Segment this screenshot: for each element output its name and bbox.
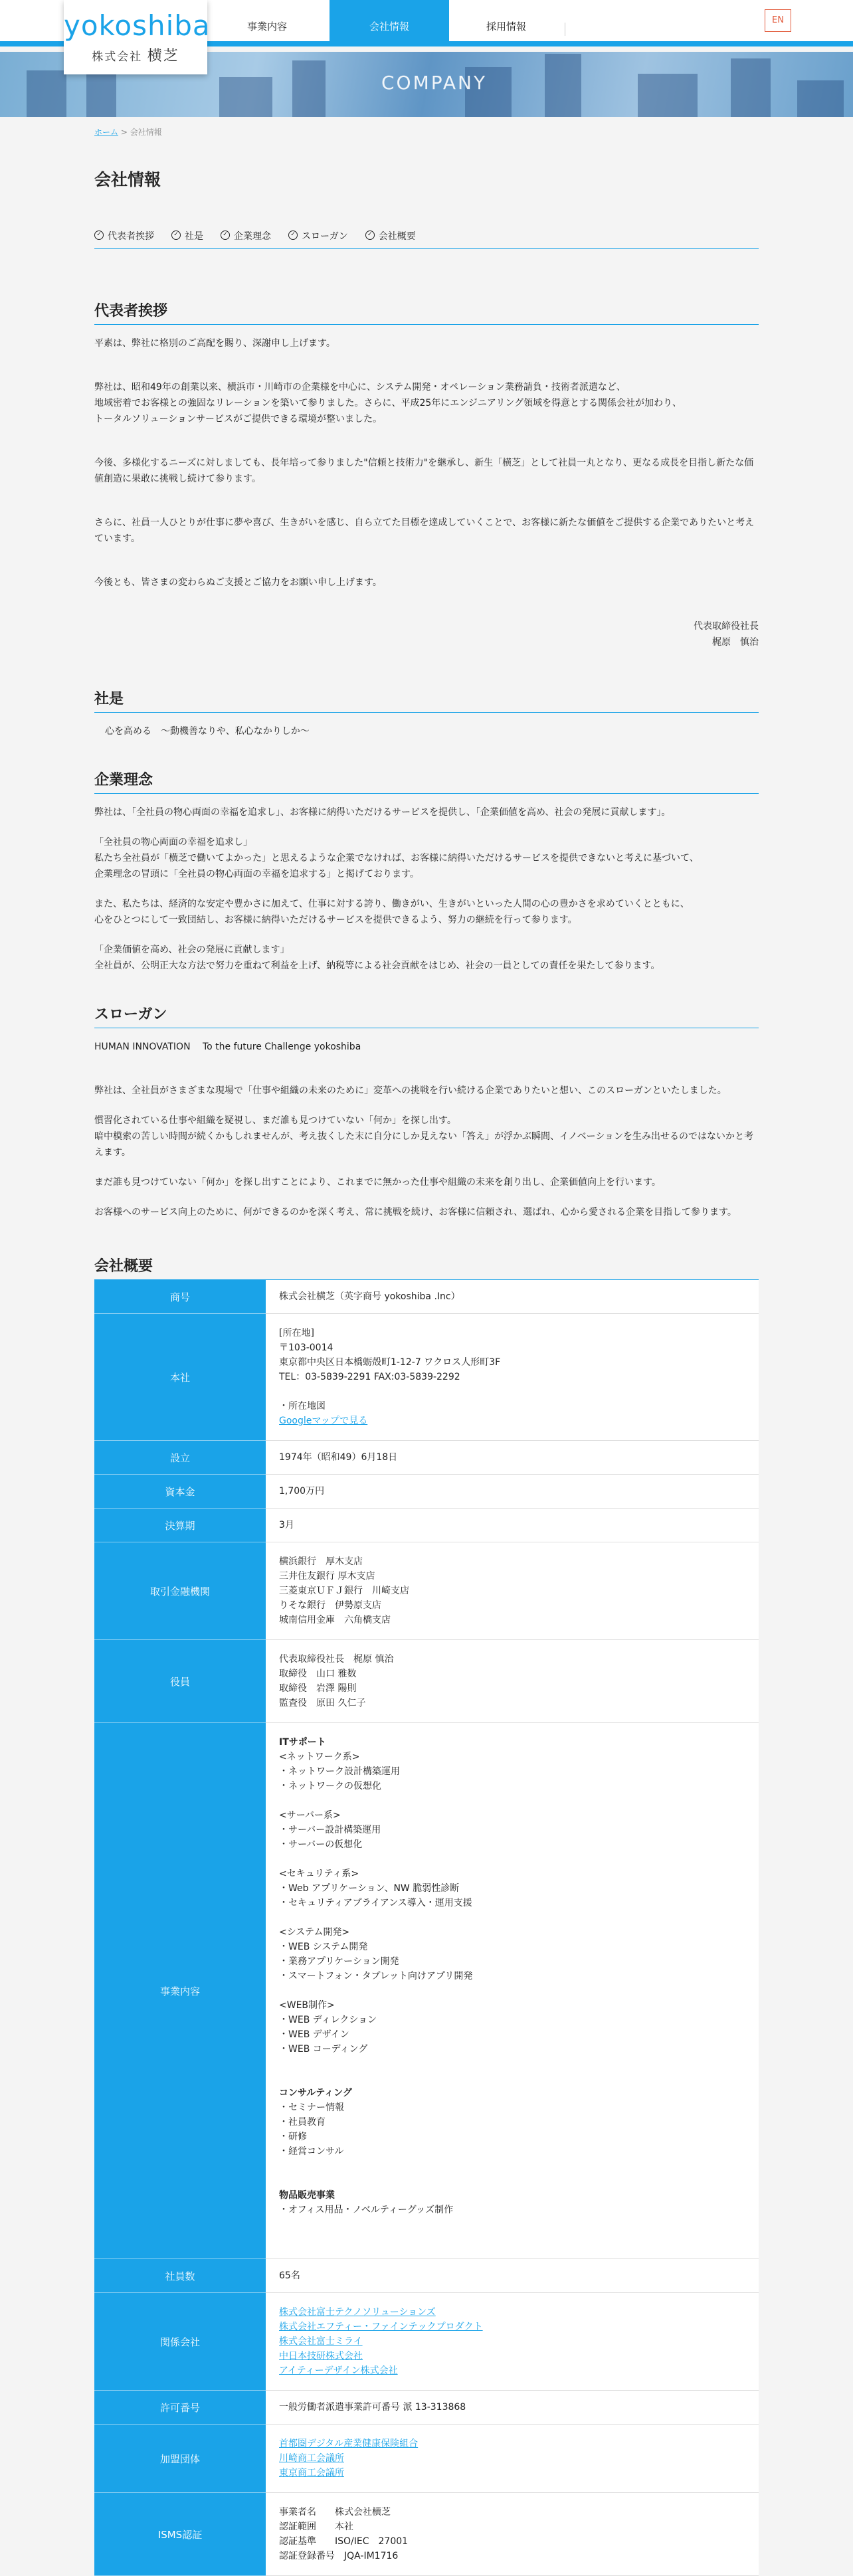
table-cell: <ネットワーク系> xyxy=(279,1752,360,1762)
philosophy-title: 企業理念 xyxy=(94,769,759,794)
anchor-overview[interactable]: ✓ 会社概要 xyxy=(365,229,416,248)
table-cell xyxy=(279,2057,745,2071)
table-cell: ・スマートフォン・タブレット向けアプリ開発 xyxy=(279,1971,473,1981)
table-cell: コンサルティング xyxy=(279,2088,352,2098)
table-cell xyxy=(279,2451,745,2466)
affiliate-link[interactable]: アイティーデザイン株式会社 xyxy=(279,2365,398,2376)
check-circle-icon: ✓ xyxy=(288,230,298,240)
affiliate-link[interactable]: 株式会社富士ミライ xyxy=(279,2336,363,2347)
main-content xyxy=(94,117,759,2576)
table-cell: ・WEB システム開発 xyxy=(279,1942,368,1952)
table-cell: ・サーバー設計構築運用 xyxy=(279,1825,381,1835)
table-cell: ・社員教育 xyxy=(279,2117,326,2128)
table-cell: ・ネットワークの仮想化 xyxy=(279,1781,381,1792)
table-row xyxy=(94,1441,759,1475)
table-cell xyxy=(279,2159,745,2173)
anchor-slogan[interactable]: ✓ スローガン xyxy=(288,229,348,248)
table-cell xyxy=(279,1794,745,1808)
table-row-label: 役員 xyxy=(94,1640,266,1723)
table-cell: ・所在地図 xyxy=(279,1401,326,1412)
table-cell: ・サーバーの仮想化 xyxy=(279,1839,363,1850)
overview-title: 会社概要 xyxy=(94,1255,759,1280)
table-row-label: 社員数 xyxy=(94,2259,266,2293)
table-cell: ・セキュリティアプライアンス導入・運用支援 xyxy=(279,1898,472,1908)
table-cell xyxy=(266,2493,759,2576)
table-cell: 認証登録番号 JQA-IM1716 xyxy=(279,2551,399,2561)
table-row xyxy=(94,2391,759,2425)
table-cell xyxy=(279,2188,745,2203)
table-cell xyxy=(279,2334,745,2349)
table-row xyxy=(94,2293,759,2391)
table-row xyxy=(94,1542,759,1640)
affiliate-link[interactable]: 中日本技研株式会社 xyxy=(279,2351,363,2361)
table-cell xyxy=(266,1542,759,1640)
table-row xyxy=(94,1509,759,1542)
table-cell xyxy=(279,1384,745,1399)
table-row xyxy=(94,1475,759,1509)
affiliate-link[interactable]: 株式会社富士テクノソリューションズ xyxy=(279,2307,436,2318)
table-cell: ・オフィス用品・ノベルティーグッズ制作 xyxy=(279,2205,454,2215)
anchor-nav xyxy=(94,229,759,249)
section-philosophy: 企業理念 弊社は、「全社員の物心両面の幸福を追求し」、お客様に納得いただけるサービスを提供し、「企業価値を高め、社会の発展に貢献します」。 「全社員の物心両面の幸福を追求し」 私たち全社員が「横芝で働いてよかった」と思えるような企業でなければ、お客様に納得いただけるサービスを提供できないと考えに基づいて、 企業理念の冒頭に「全社員の物心両面の幸福を追求する」と掲げております。 また、私たちは、経済的な安定や豊かさに加えて、仕事に対する誇り、働きがい、生きがいといった人間の心の豊かさを求めていくとともに、 心をひとつにして一致団結し、お客様に納得いただけるサービスを提供できるよう、努力の継続を行って参ります。 「企業価値を高め、社会の発展に貢献します」 全社員が、公明正大な方法で努力を重ねて利益を上げ、納税等による社会貢献をはじめ、社会の一員としての責任を果たして参ります。 xyxy=(94,769,759,974)
group-link[interactable]: 首都圏デジタル産業健康保険組合 xyxy=(279,2438,419,2449)
section-slogan: スローガン HUMAN INNOVATION To the future Challenge yokoshiba 弊社は、全社員がさまざまな現場で「仕事や組織の未来のために」変革への挑戦を行い続ける企業でありたいと想い、このスローガンといたしました。 慣習化されている仕事や組織を疑視し、まだ誰も見つけていない「何か」を探し出す。 暗中模索の苦しい時間が続くかもしれませんが、考え抜くした末に自分にしか見えない「答え」が浮かぶ瞬間、イノベーションを生み出せるのではないかと考 えます。 まだ誰も見つけていない「何か」を探し出すことにより、これまでに無かった仕事や組織の未来を創り出し、企業価値向上を行います。 お客様へのサービス向上のために、何ができるのかを深く考え、常に挑戦を続け、お客様に信頼され、選ばれ、心から愛される企業を目指して参ります。 xyxy=(94,1003,759,1220)
section-motto: 社是 心を高める 〜動機善なりや、私心なかりしか〜 xyxy=(94,688,759,739)
check-circle-icon: ✓ xyxy=(221,230,230,240)
table-cell: 城南信用金庫 六角橋支店 xyxy=(279,1615,391,1625)
table-cell xyxy=(279,2086,745,2100)
logo-text-jp: 株式会社 横芝 xyxy=(92,48,179,64)
signature-name: 梶原 慎治 xyxy=(712,637,759,648)
table-row-label: 許可番号 xyxy=(94,2391,266,2425)
table-cell: 一般労働者派遣事業許可番号 派 13-313868 xyxy=(266,2391,759,2425)
table-row-label: 商号 xyxy=(94,1280,266,1314)
anchor-motto[interactable]: ✓ 社是 xyxy=(171,229,203,248)
table-cell: <サーバー系> xyxy=(279,1810,341,1821)
table-cell: 物品販売事業 xyxy=(279,2190,335,2201)
company-overview-table xyxy=(94,1280,759,2576)
group-link[interactable]: 東京商工会議所 xyxy=(279,2468,344,2478)
table-row-label: 加盟団体 xyxy=(94,2425,266,2493)
table-cell: 三菱東京ＵＦＪ銀行 川崎支店 xyxy=(279,1586,409,1596)
table-row-label: 本社 xyxy=(94,1314,266,1441)
table-cell: ・WEB ディレクション xyxy=(279,2015,377,2025)
table-cell xyxy=(279,1910,745,1925)
table-cell: 代表取締役社長 梶原 慎治 xyxy=(279,1654,394,1665)
table-cell: 取締役 山口 雅数 xyxy=(279,1669,357,1679)
table-row xyxy=(94,2259,759,2293)
table-cell: 1,700万円 xyxy=(266,1475,759,1509)
table-row xyxy=(94,2493,759,2576)
table-cell: TEL：03-5839-2291 FAX:03-5839-2292 xyxy=(279,1372,460,1382)
table-row-label: 決算期 xyxy=(94,1509,266,1542)
anchor-greeting[interactable]: ✓ 代表者挨拶 xyxy=(94,229,154,248)
section-overview xyxy=(94,1255,759,2576)
language-button[interactable]: EN xyxy=(765,9,791,32)
table-cell xyxy=(279,2232,745,2247)
table-cell: ・WEB コーディング xyxy=(279,2044,368,2055)
table-cell: 1974年（昭和49）6月18日 xyxy=(266,1441,759,1475)
table-row-label: 事業内容 xyxy=(94,1723,266,2259)
table-cell xyxy=(266,1723,759,2259)
section-greeting: 代表者挨拶 平素は、弊社に格別のご高配を賜り、深謝申し上げます。 弊社は、昭和49年の創業以来、横浜市・川崎市の企業様を中心に、システム開発・オペレーション業務請負・技術者派遣など、 地域密着でお客様との強固なリレーションを築いて参りました。さらに、平成25年にエンジニアリング領域を得意とする関係会社が加わり、 トータルソリューションサービスがご提供できる環境が整いました。 今後、多様化するニーズに対しましても、長年培って参りました"信頼と技術力"を継承し、新生「横芝」として社員一丸となり、更なる成長を目指し新たな価 値創造に果敢に挑戦し続けて参ります。 さらに、社員一人ひとりが仕事に夢や喜び、生きがいを感じ、自ら立てた目標を達成していくことで、お客様に新たな価値をご提供する企業でありたいと考え ています。 今後とも、皆さまの変わらぬご支援とご協力をお願い申し上げます。 代表取締役社長 梶原 慎治 xyxy=(94,300,759,650)
table-cell xyxy=(279,1983,745,1998)
table-cell xyxy=(279,2349,745,2363)
table-cell: ・WEB デザイン xyxy=(279,2029,349,2040)
table-row xyxy=(94,1723,759,2259)
group-link[interactable]: 川崎商工会議所 xyxy=(279,2453,344,2464)
table-cell: ・経営コンサル xyxy=(279,2146,344,2157)
hero-title: COMPANY xyxy=(381,72,488,94)
table-cell: 認証範囲 本社 xyxy=(279,2522,353,2532)
table-cell: ・Web アプリケーション、NW 脆弱性診断 xyxy=(279,1883,460,1894)
google-map-link[interactable]: Googleマップで見る xyxy=(279,1416,368,1426)
nav-recruit[interactable]: 採用情報 xyxy=(486,21,526,33)
table-cell xyxy=(266,1314,759,1441)
signature-role: 代表取締役社長 xyxy=(694,621,759,632)
breadcrumb: ホーム > 会社情報 xyxy=(94,128,162,137)
nav-business[interactable]: 事業内容 xyxy=(246,21,287,33)
logo-text-en: yokoshiba xyxy=(64,9,211,42)
breadcrumb-current: 会社情報 xyxy=(130,128,162,137)
table-cell xyxy=(266,2425,759,2493)
table-cell: ・業務アプリケーション開発 xyxy=(279,1956,399,1967)
table-cell: [所在地] xyxy=(279,1328,314,1338)
table-cell xyxy=(279,2305,745,2320)
check-circle-icon: ✓ xyxy=(94,230,104,240)
table-cell xyxy=(279,2217,745,2232)
table-cell: 事業者名 株式会社横芝 xyxy=(279,2507,391,2518)
table-cell: ・ネットワーク設計構築運用 xyxy=(279,1766,400,1777)
table-cell: <WEB制作> xyxy=(279,2000,335,2011)
table-cell: <システム開発> xyxy=(279,1927,350,1938)
table-row xyxy=(94,1314,759,1441)
table-cell xyxy=(279,2320,745,2334)
nav-company[interactable]: 会社情報 xyxy=(330,0,449,46)
motto-title: 社是 xyxy=(94,688,759,713)
table-row-label: ISMS認証 xyxy=(94,2493,266,2576)
table-cell: 株式会社横芝（英字商号 yokoshiba .Inc） xyxy=(266,1280,759,1314)
table-cell: 監査役 原田 久仁子 xyxy=(279,1698,366,1708)
table-cell xyxy=(266,1640,759,1723)
table-row xyxy=(94,1640,759,1723)
table-row-label: 資本金 xyxy=(94,1475,266,1509)
table-cell: 〒103-0014 xyxy=(279,1342,333,1353)
table-cell: ITサポート xyxy=(279,1737,326,1748)
anchor-philosophy[interactable]: ✓ 企業理念 xyxy=(221,229,271,248)
check-circle-icon: ✓ xyxy=(365,230,375,240)
table-row-label: 関係会社 xyxy=(94,2293,266,2391)
table-cell: ・セミナー情報 xyxy=(279,2102,344,2113)
affiliate-link[interactable]: 株式会社エフティー・ファインテックプロダクト xyxy=(279,2322,483,2332)
table-cell xyxy=(279,2173,745,2188)
table-cell xyxy=(279,1735,745,1750)
slogan-title: スローガン xyxy=(94,1003,759,1028)
table-cell: 取締役 岩澤 陽則 xyxy=(279,1683,357,1694)
table-cell xyxy=(279,2071,745,2086)
table-cell: 横浜銀行 厚木支店 xyxy=(279,1556,363,1567)
table-cell xyxy=(266,2293,759,2391)
slogan-headline: HUMAN INNOVATION To the future Challenge yokoshiba xyxy=(94,1042,361,1052)
table-cell xyxy=(279,2363,745,2378)
table-cell xyxy=(279,1852,745,1867)
check-circle-icon: ✓ xyxy=(171,230,181,240)
breadcrumb-home[interactable]: ホーム xyxy=(94,128,119,137)
table-row-label: 取引金融機関 xyxy=(94,1542,266,1640)
table-cell: 東京都中央区日本橋蛎殻町1-12-7 ワクロス人形町3F xyxy=(279,1357,501,1368)
table-cell: 三井住友銀行 厚木支店 xyxy=(279,1571,375,1582)
table-cell: ・研修 xyxy=(279,2132,307,2142)
table-cell: りそな銀行 伊勢原支店 xyxy=(279,1600,381,1611)
logo[interactable] xyxy=(64,0,211,74)
table-cell: 3月 xyxy=(266,1509,759,1542)
table-cell xyxy=(279,2437,745,2451)
table-cell: <セキュリティ系> xyxy=(279,1869,359,1879)
table-row xyxy=(94,2425,759,2493)
table-cell xyxy=(279,2466,745,2480)
table-row-label: 設立 xyxy=(94,1441,266,1475)
table-row xyxy=(94,1280,759,1314)
page-title: 会社情報 xyxy=(94,170,161,189)
table-cell: 認証基準 ISO/IEC 27001 xyxy=(279,2536,409,2547)
table-cell: 65名 xyxy=(266,2259,759,2293)
greeting-title: 代表者挨拶 xyxy=(94,300,759,325)
